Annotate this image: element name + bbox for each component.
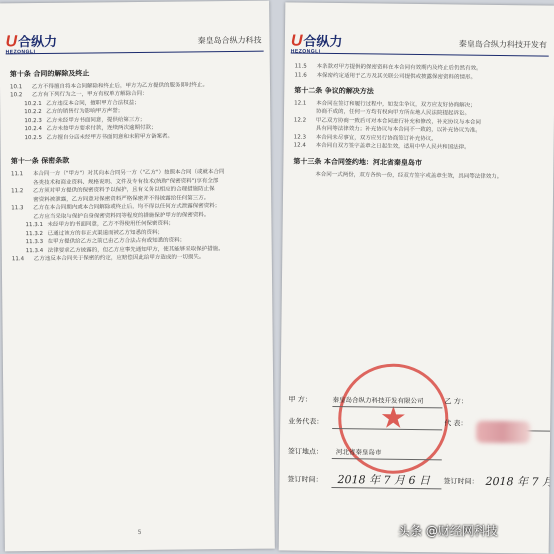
clause-text: 乙方的销售行为影响甲方声誉； — [46, 108, 124, 116]
clause-number: 11.4 — [11, 256, 25, 263]
date-a-label: 签订时间： — [287, 475, 323, 484]
clause-text: 乙方违反本合同，擅职甲方合法权益； — [46, 99, 140, 107]
clause-text: 密资料被泄露，乙方同意对保密资料严格保密并不得披露给任何第三方。 — [33, 195, 210, 203]
header-company-name: 秦皇岛合纵力科技 — [197, 35, 262, 46]
clause-number: 12.3 — [293, 134, 306, 141]
clause-text: 各类技术和商业资料、规格说明、文件及专有技术(统称"保密资料")享有全部 — [32, 177, 219, 186]
page-number: 5 — [137, 528, 142, 537]
clause-10-title: 第十条 合同的解除及终止 — [9, 69, 90, 79]
page-header — [285, 2, 554, 57]
clause-line — [293, 170, 545, 182]
clause-number: 10.2.2 — [24, 109, 42, 116]
clause-number: 10.2.1 — [24, 100, 42, 108]
logo-subtitle: HEZONGLI — [5, 49, 36, 56]
clause-text: 本合同一式两份，双方各执一份，经双方签字或盖章生效，具同等法律效力。 — [315, 171, 503, 180]
clause-number: 11.3 — [11, 205, 24, 212]
clause-line — [12, 253, 264, 264]
clause-13-items — [293, 170, 545, 182]
place-label: 签订地点： — [287, 447, 323, 456]
clause-text: 乙方未经甲方书面同意，提供给第三方； — [46, 116, 146, 124]
clause-text: 本保密约定适用于乙方及其关联公司提供或披露保密资料的情形。 — [316, 72, 477, 81]
header-company-name: 秦皇岛合纵力科技开发有 — [458, 39, 547, 50]
date-a-handwritten: 2018 年 7 月 6 日 — [337, 473, 431, 488]
place-value: 河北省秦皇岛市 — [335, 448, 382, 457]
logo-subtitle: HEZONGLI — [290, 48, 321, 55]
clause-number: 10.1 — [9, 84, 23, 91]
clause-text: 乙方不得擅自将本合同解除和终止后，甲方为乙方提供的服务即时终止。 — [31, 82, 209, 90]
logo-name: 合纵力 — [18, 33, 58, 50]
clause-13-title: 第十三条 本合同签约地：河北省秦皇岛市 — [293, 157, 422, 168]
clause-text: 具有同等法律效力；补充协议与本合同不一致的，以补充协议为准。 — [315, 126, 481, 135]
logo-name: 合纵力 — [303, 33, 343, 50]
clause-text: 本条款对甲方提供的保密资料在本合同有效期内及终止后仍然有效。 — [316, 63, 482, 72]
clause-text: 未经甲方的书面同意，乙方不得使用任何保密资料； — [47, 221, 175, 229]
clause-text: 乙方有下列行为之一，甲方有权单方解除合同： — [32, 91, 148, 99]
source-watermark: 头条 @财经网科技 — [398, 524, 498, 538]
contract-page-right — [279, 2, 554, 553]
clause-number: 11.1 — [10, 171, 24, 178]
clause-line — [294, 71, 546, 83]
clause-line — [11, 132, 263, 143]
clause-number: 11.3.1 — [25, 222, 43, 229]
clause-text: 本合同在签订和履行过程中，如发生争议，双方应友好协商解决； — [316, 100, 476, 109]
page-header — [0, 1, 270, 56]
clause-text: 协商不成的，任何一方均有权向甲方所在地人民法院提起诉讼。 — [315, 109, 471, 118]
clause-number: 11.3.4 — [25, 247, 44, 255]
clause-text: 在甲方提供给乙方之前已由乙方合法占有或知悉的资料； — [47, 237, 186, 246]
company-logo — [5, 31, 57, 56]
party-a-label: 甲 方： — [288, 395, 312, 404]
clause-number: 10.2.3 — [24, 117, 42, 125]
clause-number: 11.3.2 — [25, 230, 44, 238]
clause-text: 乙方擅自分店未经甲方书面同意和未附甲方备案者。 — [46, 133, 174, 141]
clause-text: 乙方须对甲方提供的保密资料予以保护，且有义务以相应的合理措施防止保 — [33, 186, 215, 195]
clause-text: 法律要求乙方披露的，但乙方应事先通知甲方，使其能够采取保护措施。 — [47, 246, 224, 254]
right-page-body — [293, 62, 546, 181]
date-a-line — [331, 487, 441, 489]
clause-text: 本合同一方（"甲方"）对其向本合同另一方（"乙方"）按照本合同（或就本合同 — [32, 169, 225, 178]
clause-number: 10.2.4 — [24, 126, 42, 133]
left-page-body — [10, 61, 264, 265]
seal-star-icon: ★ — [379, 400, 407, 436]
date-b-handwritten: 2018 年 7 月 — [485, 474, 554, 489]
clause-text: 乙方未按甲方要求付款，连续两次逾期付款； — [46, 125, 157, 133]
company-logo — [291, 30, 343, 55]
clause-number: 10.2 — [10, 92, 23, 99]
party-b-label: 乙 方： — [444, 397, 468, 406]
clause-number: 11.5 — [294, 63, 307, 70]
clause-text: 乙方在本合同期内或本合同解除或终止后，均不得以任何方式泄露保密资料； — [33, 203, 221, 212]
clause-number: 11.2 — [11, 188, 24, 195]
clause-number: 11.3.3 — [25, 239, 44, 246]
clause-line — [294, 142, 546, 154]
logo-mark: U — [5, 33, 18, 51]
clause-text: 本合同自双方签字盖章之日起生效，适用中华人民共和国法律。 — [315, 143, 470, 152]
clause-11-continued — [294, 62, 546, 82]
clause-text: 乙方应当采取与保护自身保密资料同等程度的措施保护甲方的保密资料。 — [33, 212, 210, 220]
clause-number: 12.1 — [294, 100, 307, 107]
date-b-label: 签订时间： — [443, 477, 479, 486]
clause-number: 10.2.5 — [24, 134, 43, 142]
clause-11-items — [11, 168, 264, 264]
clause-12-title: 第十二条 争议的解决方法 — [294, 86, 374, 96]
clause-text: 甲乙双方协商一致后可对本合同进行补充和修改，补充协议与本合同 — [315, 117, 481, 126]
contract-page-left — [0, 1, 275, 552]
clause-number: 11.6 — [294, 72, 307, 79]
clause-number: 12.2 — [293, 117, 307, 124]
clause-number: 12.4 — [293, 142, 306, 150]
clause-10-items — [10, 81, 263, 143]
clause-text: 乙方违反本合同关于保密的约定，应赔偿因此给甲方造成的一切损失。 — [33, 254, 205, 263]
logo-mark: U — [290, 32, 303, 50]
clause-text: 本合同未尽事宜，双方应另行协商签订补充协议。 — [315, 134, 437, 143]
clause-12-items — [294, 99, 547, 153]
clause-11-title: 第十一条 保密条款 — [10, 157, 70, 166]
rep-b-label: 代 表： — [444, 419, 468, 428]
clause-text: 已通过该方的非正式渠道而被乙方知悉的资料； — [47, 229, 164, 237]
redacted-signature — [476, 421, 530, 444]
rep-a-label: 业务代表： — [288, 417, 324, 426]
party-a-value: 秦皇岛合纵力科技开发有限公司 — [332, 395, 424, 406]
